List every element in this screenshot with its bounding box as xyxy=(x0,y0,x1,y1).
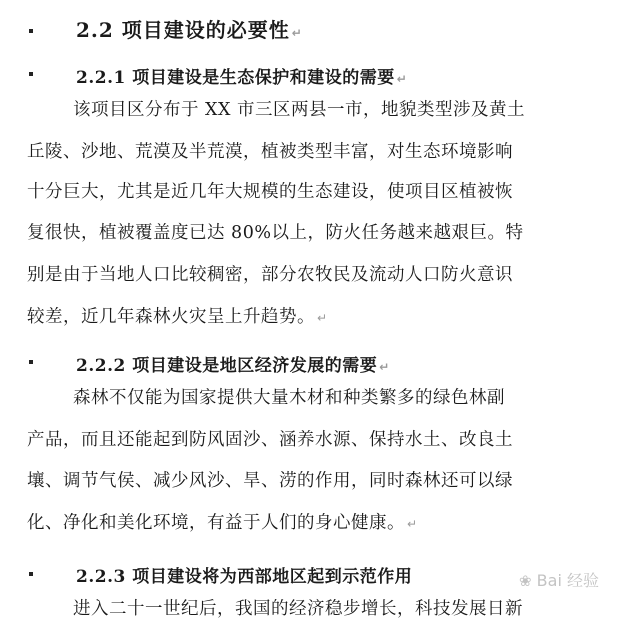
watermark xyxy=(519,568,599,591)
body-line-text: 较差，近几年森林火灾呈上升趋势。 xyxy=(27,307,315,327)
body-line: 别是由于当地人口比较稠密，部分农牧民及流动人口防火意识 xyxy=(27,265,513,285)
paragraph-mark-icon: ↵ xyxy=(379,360,390,374)
paragraph-mark-icon: ↵ xyxy=(407,517,418,531)
body-line: 进入二十一世纪后，我国的经济稳步增长，科技发展日新 xyxy=(73,599,523,619)
body-line: 产品，而且还能起到防风固沙、涵养水源、保持水土、改良土 xyxy=(27,430,513,450)
watermark-text: Bai 经验 xyxy=(536,571,599,590)
subsection-heading xyxy=(76,63,407,88)
body-line-text: 化、净化和美化环境，有益于人们的身心健康。 xyxy=(27,513,405,533)
paragraph-bullet xyxy=(29,360,33,364)
body-line: 壤、调节气侯、减少风沙、旱、涝的作用，同时森林还可以绿 xyxy=(27,471,513,491)
subsection-title: 2.2.1 项目建设是生态保护和建设的需要 xyxy=(76,68,395,88)
paragraph-mark-icon: ↵ xyxy=(291,26,303,40)
subsection-heading xyxy=(76,351,390,376)
body-line: 复很快，植被覆盖度已达 80%以上，防火任务越来越艰巨。特 xyxy=(27,223,524,243)
paragraph-mark-icon: ↵ xyxy=(396,72,408,86)
body-line-last xyxy=(27,509,418,534)
body-line: 森林不仅能为国家提供大量木材和种类繁多的绿色林副 xyxy=(73,388,505,408)
body-line: 该项目区分布于 XX 市三区两县一市，地貌类型涉及黄土 xyxy=(73,100,526,120)
subsection-title: 2.2.2 项目建设是地区经济发展的需要 xyxy=(76,356,378,376)
paragraph-bullet xyxy=(29,29,33,33)
subsection-title: 2.2.3 项目建设将为西部地区起到示范作用 xyxy=(76,567,413,587)
subsection-heading xyxy=(76,562,412,587)
body-line: 十分巨大，尤其是近几年大规模的生态建设，使项目区植被恢 xyxy=(27,182,513,202)
paragraph-mark-icon: ↵ xyxy=(317,311,328,325)
body-line: 丘陵、沙地、荒漠及半荒漠，植被类型丰富，对生态环境影响 xyxy=(27,142,513,162)
body-line-last xyxy=(27,303,328,328)
paragraph-bullet xyxy=(29,572,33,576)
paragraph-bullet xyxy=(29,72,33,76)
section-heading xyxy=(76,14,303,43)
baidu-paw-icon: ❀ xyxy=(519,572,532,590)
section-title: 2.2 项目建设的必要性 xyxy=(76,18,290,42)
